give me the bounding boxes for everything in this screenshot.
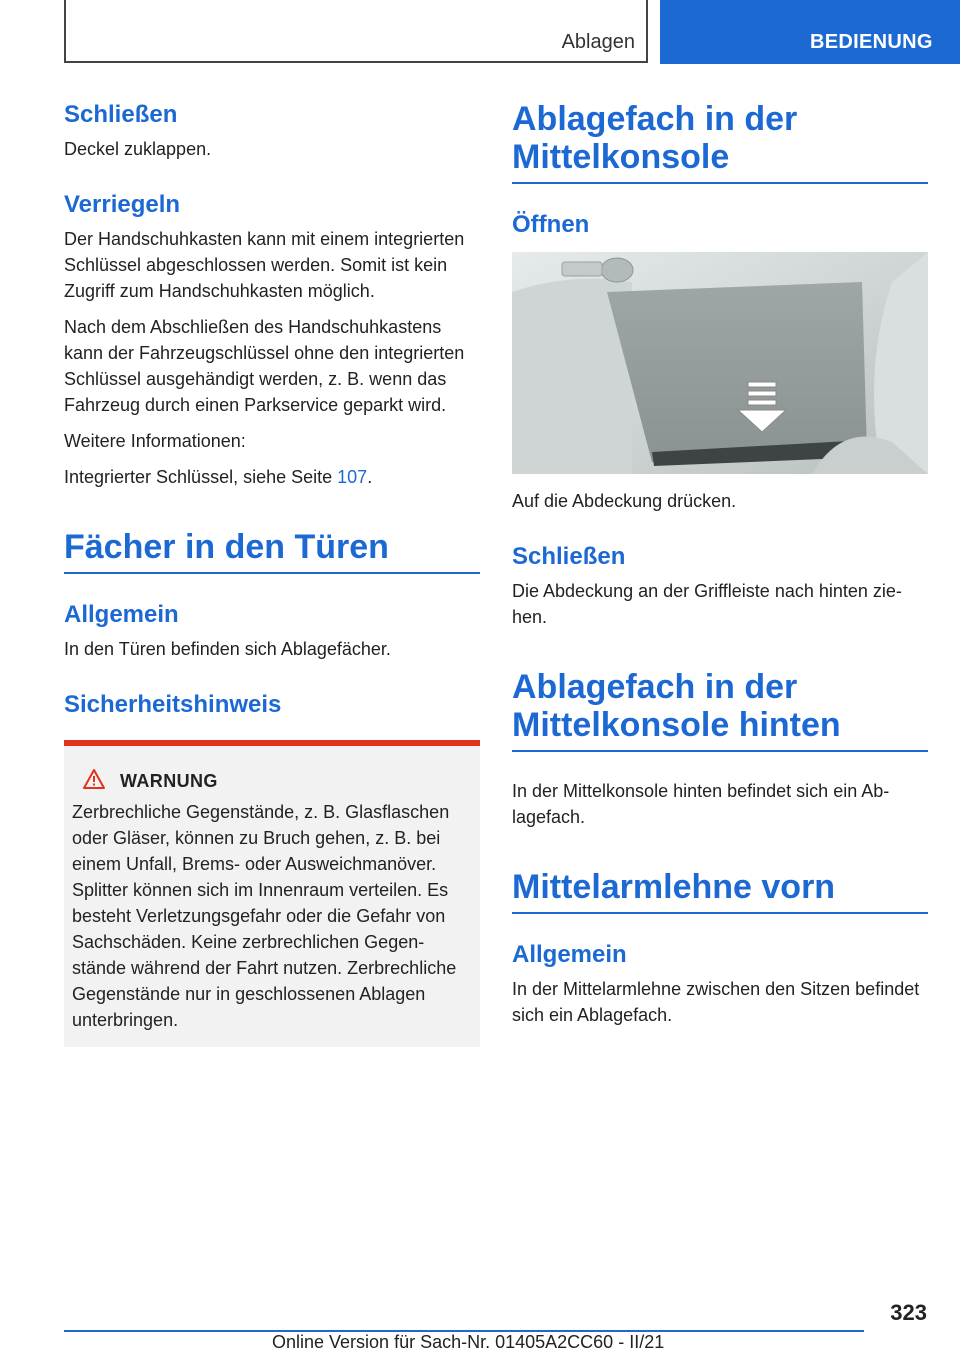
heading-ablagefach-hinten: Ablagefach in der Mittelkonsole hinten [512,668,841,744]
heading-sicherheitshinweis: Sicherheitshinweis [64,691,282,718]
cross-reference-text: Integrierter Schlüssel, siehe Seite [64,467,338,487]
allgemein-text-right: In der Mittelarmlehne zwischen den Sitzen befindet sich ein Ablagefach. [512,979,920,1025]
oeffnen-text: Auf die Abdeckung drücken. [512,491,737,511]
center-console-photo [512,252,928,474]
verriegeln-paragraph-1: Der Handschuhkasten kann mit einem integrierten Schlüssel abgeschlossen werden. Somit ist kein Zugriff zum Handschuhkasten möglich. [64,229,465,301]
heading-faecher-in-den-tueren: Fächer in den Türen [64,528,389,566]
heading-ablagefach-mittelkonsole: Ablagefach in der Mittelkonsole [512,100,798,176]
warning-label: WARNUNG [120,771,218,791]
heading-mittelarmlehne-vorn: Mittelarmlehne vorn [512,868,836,906]
warning-box [64,740,480,1047]
verriegeln-paragraph-2: Nach dem Abschließen des Handschuhkastens kann der Fahrzeugschlüssel ohne den integrierten Schlüssel ausgehändigt werden, z. B. wenn das Fahrzeug durch einen Parkservice geparkt wird. [64,317,465,415]
allgemein-text-left: In den Türen befinden sich Ablagefächer. [64,639,391,659]
verriegeln-paragraph-4 [64,464,480,490]
section-faecher [64,528,480,574]
header-frame [64,0,648,63]
schliessen-text: Deckel zuklappen. [64,139,212,159]
header-chapter-label: BEDIENUNG [810,31,933,53]
cross-reference-end: . [367,467,373,487]
warning-triangle-icon [82,768,106,795]
heading-schliessen-right: Schließen [512,543,626,570]
section-mittelarmlehne [512,868,928,914]
heading-allgemein-left: Allgemein [64,601,179,628]
section-ablagefach-hinten [512,668,928,752]
heading-allgemein-right: Allgemein [512,941,627,968]
warning-title [72,768,468,795]
verriegeln-paragraph-3: Weitere Informationen: [64,431,246,451]
schliessen-text-right: Die Abdeckung an der Griffleiste nach hinten ziehen. [512,581,902,627]
warning-text: Zerbrechliche Gegenstände, z. B. Glasflaschen oder Gläser, können zu Bruch gehen, z. B. bei einem Unfall, Brems- oder Ausweichmanöver. Splitter können sich im Innenraum verteilen. Es besteht Verletzungsgefahr oder die Gefahr von Sachschäden. Keine zerbrechlichen Gegenstände während der Fahrt nutzen. Zerbrechliche Gegenstände nur in geschlossenen Ablagen unterbringen. [72,802,457,1030]
heading-oeffnen: Öffnen [512,211,590,238]
heading-schliessen: Schließen [64,101,178,128]
left-column [64,100,480,1047]
right-column [512,100,928,1038]
heading-verriegeln: Verriegeln [64,191,181,218]
header-chapter-tab [660,0,960,64]
header-section-title: Ablagen [561,31,635,53]
page-number: 323 [890,1300,927,1325]
footer-version-text: Online Version für Sach-Nr. 01405A2CC60 - II/21 [272,1332,665,1352]
section-ablagefach-mittelkonsole [512,100,928,184]
page-reference-link[interactable]: 107 [337,467,368,487]
ablagefach-hinten-text: In der Mittelkonsole hinten befindet sich ein Ablagefach. [512,781,890,827]
